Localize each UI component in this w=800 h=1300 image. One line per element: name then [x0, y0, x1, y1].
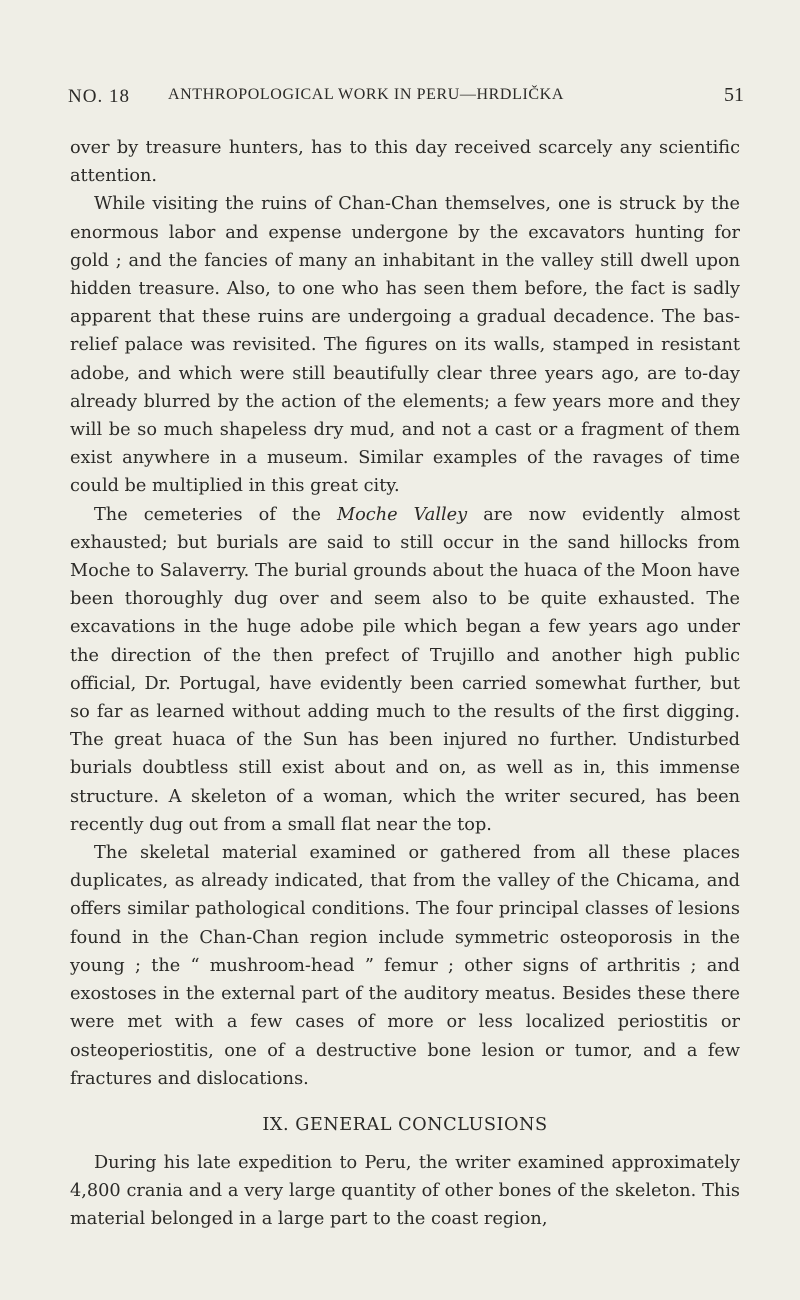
- moche-after: are now evidently almost exhausted; but burials are said to still occur in the sand hillocks from Moche to Salaverry. The burial grounds about the huaca of the Moon have been thoroughly dug over and seem also to be quite exhausted. The excavations in the huge adobe pile which began a few years ago under the direction of the then prefect of Trujillo and another high public official, Dr. Portugal, have evidently been carried somewhat further, but so far as learned without adding much to the results of the first digging. The great huaca of the Sun has been injured no further. Undisturbed burials doubtless still exist about and on, as well as in, this immense structure. A skeleton of a woman, which the writer secured, has been recently dug out from a small flat near the top.: [70, 504, 740, 835]
- paragraph-skeletal-material: The skeletal material examined or gathered from all these places duplicates, as already indicated, that from the valley of the Chicama, and offers similar pathological conditions. The four principal classes of lesions found in the Chan-Chan region include symmetric osteoporosis in the young ; the “ mushroom-head ” femur ; other signs of arthritis ; and exostoses in the external part of the auditory meatus. Besides these there were met with a few cases of more or less localized periostitis or osteoperiostitis, one of a destructive bone lesion or tumor, and a few fractures and dislocations.: [70, 843, 740, 1089]
- section-title: IX. GENERAL CONCLUSIONS: [262, 1114, 548, 1135]
- paragraph-conclusions: During his late expedition to Peru, the writer examined approximately 4,800 crania and a very large quantity of other bones of the skeleton. This material belonged in a large part to the coast region,: [70, 1152, 740, 1230]
- issue-number: NO. 18: [68, 86, 130, 107]
- paragraph-chan-chan: While visiting the ruins of Chan-Chan themselves, one is struck by the enormous labor and expense undergone by the excavators hunting for gold ; and the fancies of many an inhabitant in the valley still dwell upon hidden treasure. Also, to one who has seen them before, the fact is sadly apparent that these ruins are undergoing a gradual decadence. The bas-relief palace was revisited. The figures on its walls, stamped in resistant adobe, and which were still beautifully clear three years ago, are to-day already blurred by the action of the elements; a few years more and they will be so much shapeless dry mud, and not a cast or a fragment of them exist anywhere in a museum. Similar examples of the ravages of time could be multiplied in this great city.: [70, 194, 740, 497]
- running-title: ANTHROPOLOGICAL WORK IN PERU—HRDLIČKA: [168, 86, 564, 103]
- paragraph-moche-valley: [70, 501, 740, 839]
- moche-before: The cemeteries of the: [94, 504, 338, 525]
- page-number: 51: [724, 84, 744, 106]
- moche-valley-italic: Moche Valley: [337, 504, 468, 525]
- body-text: [70, 134, 740, 1234]
- paragraph-continuation: over by treasure hunters, has to this day received scarcely any scientific attention.: [70, 138, 740, 187]
- running-header: [68, 86, 744, 126]
